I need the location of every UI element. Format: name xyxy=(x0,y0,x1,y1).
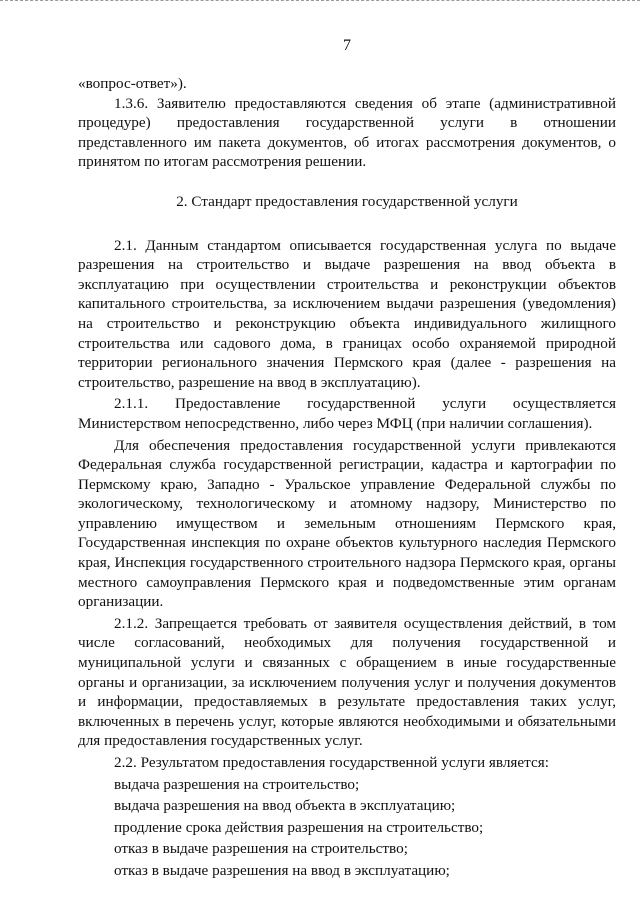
page-number: 7 xyxy=(343,37,351,54)
list-item: продление срока действия разрешения на строительство; xyxy=(114,818,484,836)
paragraph-2-2: 2.2. Результатом предоставления государственной услуги является: xyxy=(114,754,549,771)
list-item: выдача разрешения на ввод объекта в эксплуатацию; xyxy=(114,797,456,815)
paragraph-2-1-2: 2.1.2. Запрещается требовать от заявителя осуществления действий, в том числе согласований, необходимых для получения государственной и муниципальной услуги и связанных с обращением в иные государственные органы и организации, за исключением получения услуг и получения документов и информации, предоставляемых в результате предоставления таких услуг, включенных в перечень услуг, которые являются необходимыми и обязательными для предоставления государственных услуг. xyxy=(78,614,616,750)
list-item: отказ в выдаче разрешения на строительство; xyxy=(114,840,408,858)
list-item: отказ в выдаче разрешения на ввод в эксплуатацию; xyxy=(114,861,450,879)
page-top-edge xyxy=(0,0,640,4)
list-item: выдача разрешения на строительство; xyxy=(114,775,360,793)
paragraph-2-1: 2.1. Данным стандартом описывается государственная услуга по выдаче разрешения на строительство и выдаче разрешения на ввод объекта в эксплуатацию при осуществлении строительства и реконструкции объектов капитального строительства, за исключением выдачи разрешения (уведомления) на строительство и реконструкцию объекта индивидуального жилищного строительства или садового дома, в границах особо охраняемой природной территории регионального значения Пермского края (далее - разрешения на строительство, разрешение на ввод в эксплуатацию). xyxy=(78,236,616,391)
paragraph-1-3-6: 1.3.6. Заявителю предоставляются сведения об этапе (административной процедуре) предоставления государственной услуги в отношении представленного им пакета документов, об итогах рассмотрения документов, о принятом по итогам рассмотрения решении. xyxy=(78,94,616,171)
document-page xyxy=(78,36,616,881)
result-list xyxy=(78,775,616,881)
paragraph-2-1-1: 2.1.1. Предоставление государственной услуги осуществляется Министерством непосредственно, либо через МФЦ (при наличии соглашения). xyxy=(78,395,616,432)
section-heading: 2. Стандарт предоставления государственной услуги xyxy=(176,192,518,210)
paragraph-involved-agencies: Для обеспечения предоставления государственной услуги привлекаются Федеральная служба государственной регистрации, кадастра и картографии по Пермскому краю, Западно - Уральское управление Федеральной службы по экологическому, технологическому и атомному надзору, Министерство по управлению имуществом и земельным отношениям Пермского края, Государственная инспекция по охране объектов культурного наследия Пермского края, Инспекция государственного строительного надзора Пермского края, органы местного самоуправления Пермского края и подведомственные этим органам организации. xyxy=(78,436,616,611)
paragraph-continuation: «вопрос-ответ»). xyxy=(78,75,187,92)
